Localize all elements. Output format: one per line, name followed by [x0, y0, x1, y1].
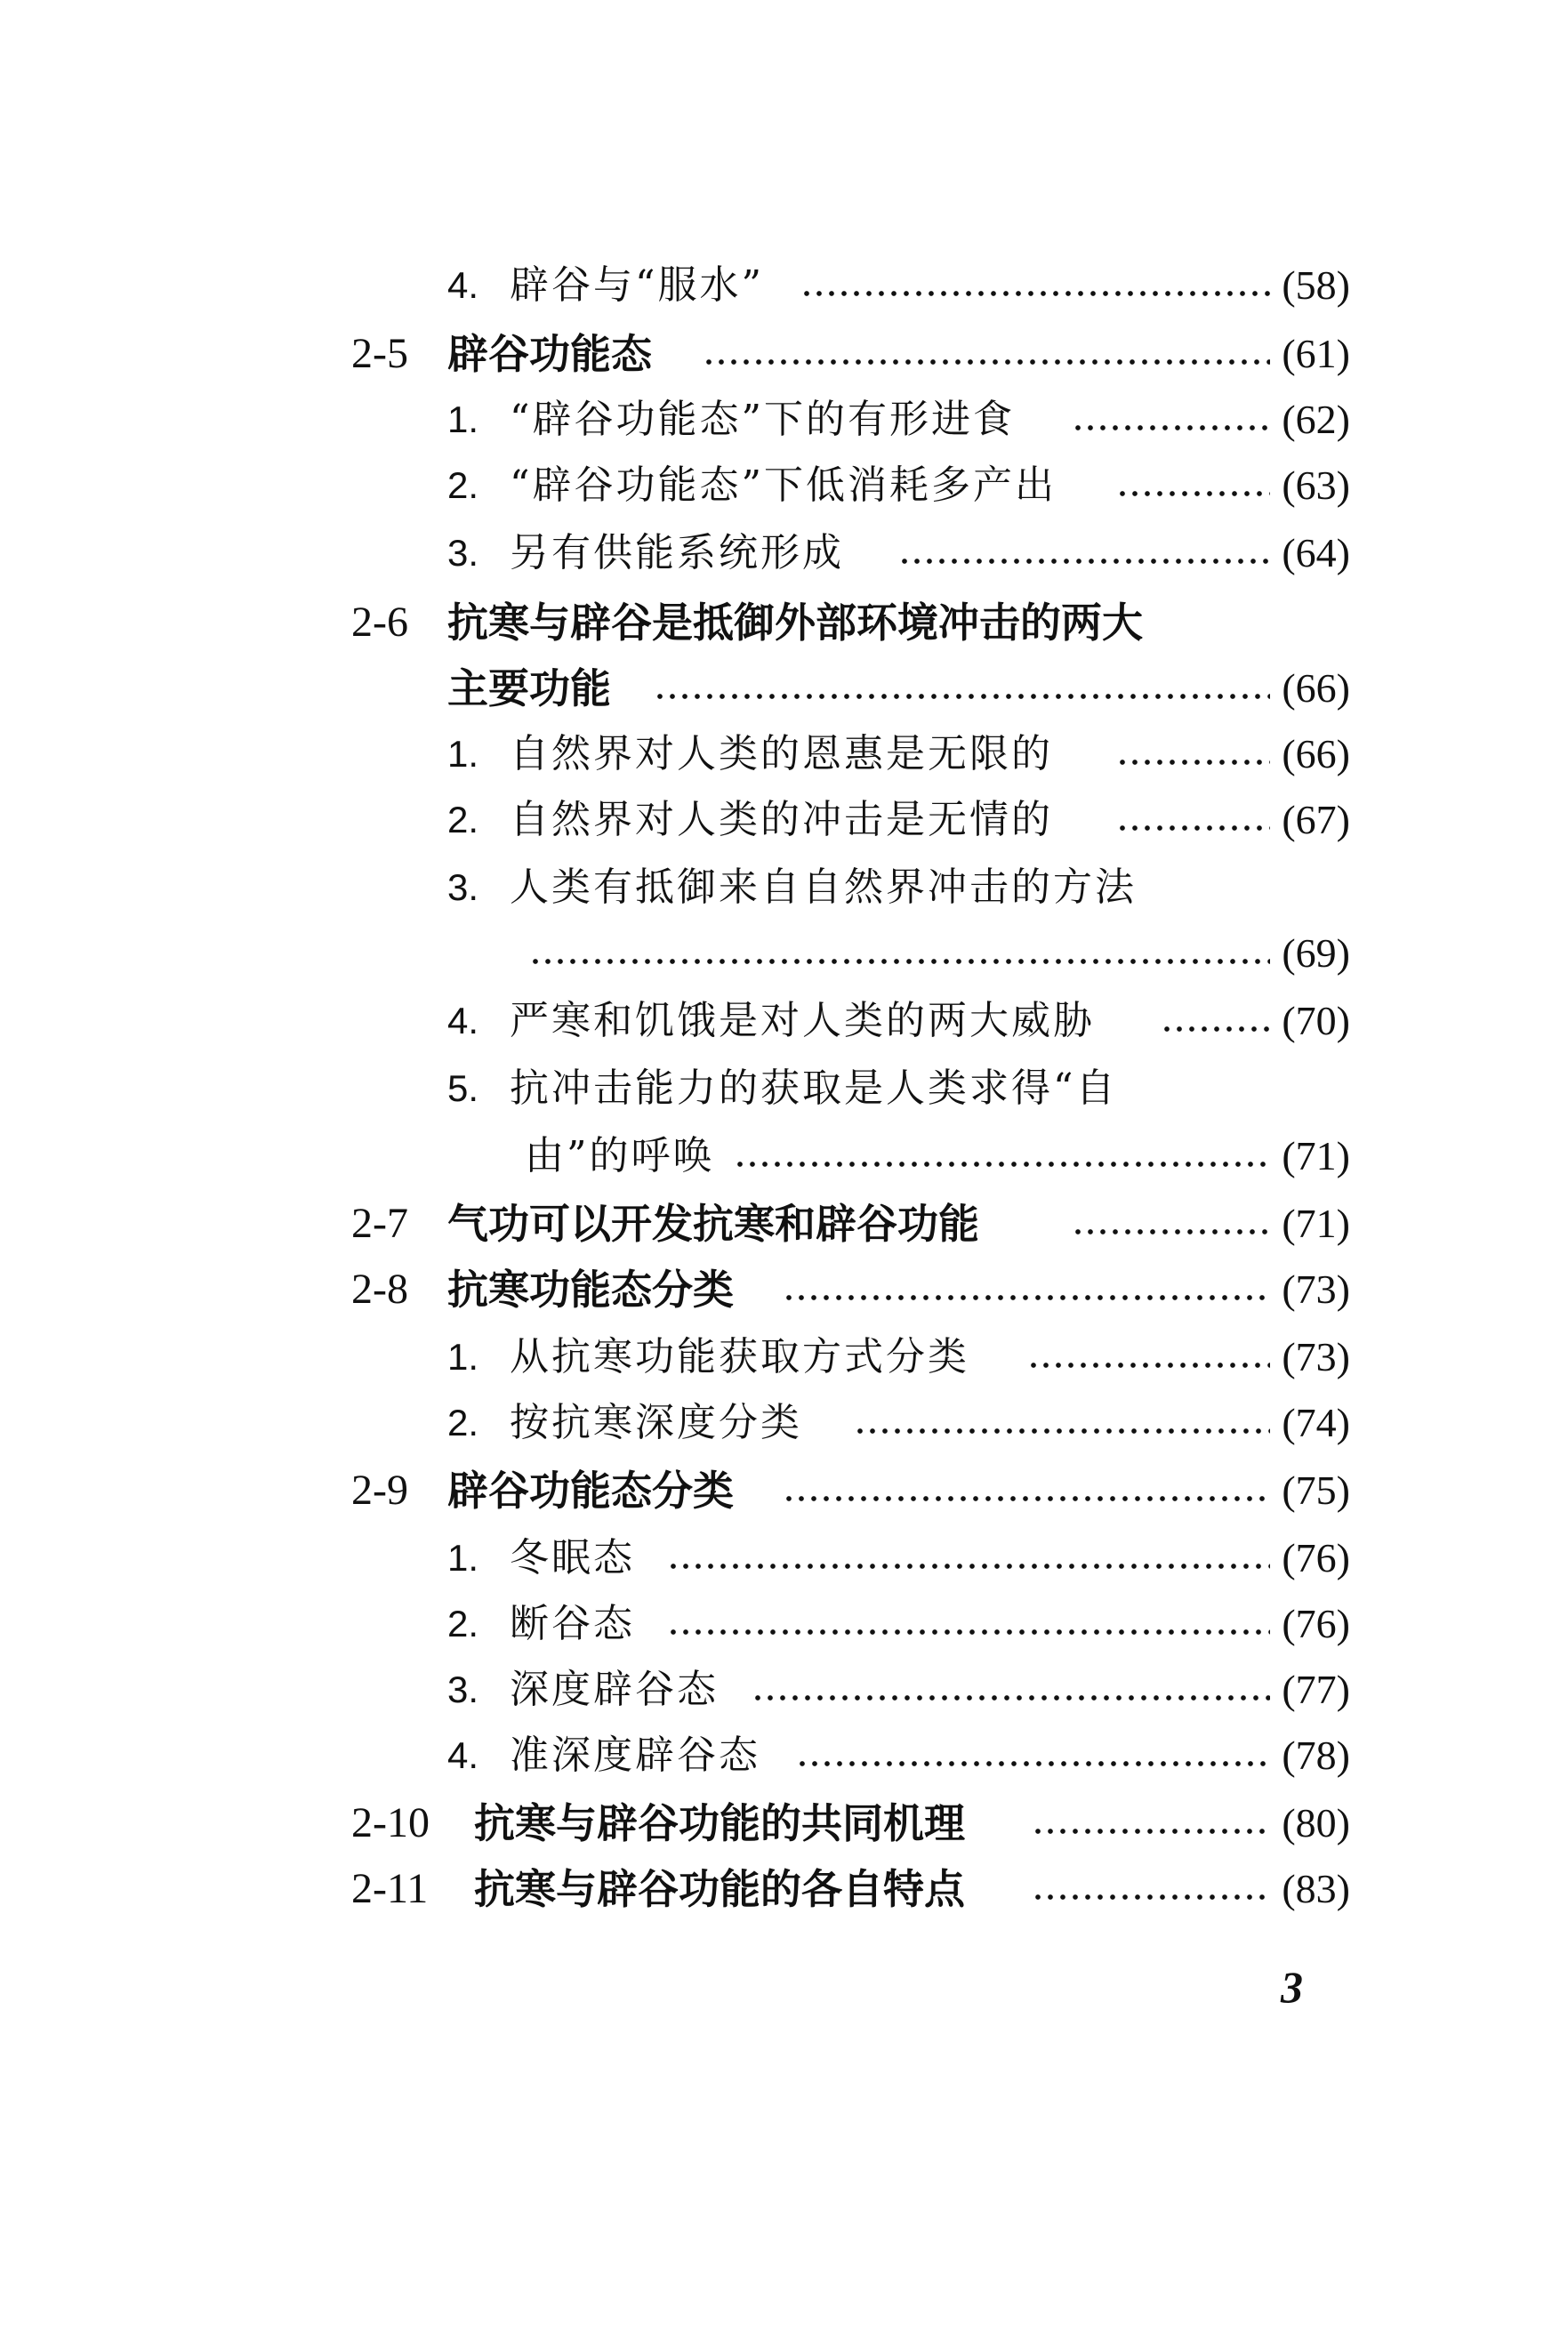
entry-page: (58)	[1282, 262, 1350, 308]
entry-number: 4.	[447, 264, 479, 306]
dot-leader	[854, 1392, 1270, 1454]
section-number: 2-6	[351, 599, 408, 646]
section-title: 辟谷功能态分类	[447, 1467, 734, 1515]
entry-number: 2.	[447, 1402, 479, 1443]
section-number: 2-5	[351, 330, 408, 377]
dot-leader	[783, 1460, 1270, 1522]
toc-entry	[0, 1792, 1568, 1854]
toc-entry	[0, 1858, 1568, 1920]
entry-title: 人类有抵御来自自然界冲击的方法	[510, 864, 1137, 910]
entry-page: (62)	[1282, 397, 1350, 442]
dot-leader	[734, 1125, 1270, 1187]
entry-page: (80)	[1282, 1800, 1350, 1845]
entry-title: 从抗寒功能获取方式分类	[510, 1334, 969, 1379]
toc-entry	[0, 389, 1568, 451]
dot-leader	[796, 1725, 1270, 1787]
entry-number: 2.	[447, 1603, 479, 1644]
entry-title: 辟谷与“服水”	[510, 262, 764, 308]
section-title: 抗寒与辟谷功能的共同机理	[474, 1799, 965, 1847]
entry-number: 3.	[447, 866, 479, 908]
entry-title: 自然界对人类的冲击是无情的	[510, 797, 1053, 842]
entry-page: (66)	[1282, 665, 1350, 711]
entry-title: 自然界对人类的恩惠是无限的	[510, 731, 1053, 776]
toc-entry	[0, 1460, 1568, 1522]
entry-title: 抗冲击能力的获取是人类求得“自	[510, 1065, 1118, 1111]
section-number: 2-9	[351, 1467, 408, 1514]
entry-page: (71)	[1282, 1133, 1350, 1178]
dot-leader	[1161, 990, 1270, 1052]
toc-entry	[0, 591, 1568, 654]
toc-entry	[0, 1326, 1568, 1388]
section-number: 2-8	[351, 1266, 408, 1313]
entry-number: 1.	[447, 1336, 479, 1378]
toc-entry	[0, 856, 1568, 919]
entry-page: (70)	[1282, 998, 1350, 1043]
dot-leader	[667, 1593, 1270, 1655]
dot-leader	[1116, 723, 1270, 785]
entry-page: (74)	[1282, 1400, 1350, 1445]
dot-leader	[1027, 1326, 1270, 1388]
toc-entry	[0, 789, 1568, 851]
entry-title-continuation: 由”的呼唤	[525, 1133, 715, 1178]
section-title-continuation: 主要功能	[447, 664, 611, 712]
toc-entry	[0, 522, 1568, 584]
entry-title: 严寒和饥饿是对人类的两大威胁	[510, 998, 1095, 1043]
entry-number: 1.	[447, 1537, 479, 1579]
dot-leader	[667, 1527, 1270, 1589]
entry-number: 3.	[447, 532, 479, 574]
entry-number: 4.	[447, 1734, 479, 1776]
dot-leader	[529, 922, 1270, 985]
dot-leader	[1072, 1193, 1270, 1255]
section-number: 2-10	[351, 1799, 430, 1846]
entry-page: (78)	[1282, 1733, 1350, 1778]
section-title: 抗寒与辟谷是抵御外部环境冲击的两大	[447, 599, 1143, 647]
toc-entry	[0, 990, 1568, 1052]
toc-entry	[0, 1057, 1568, 1120]
entry-number: 2.	[447, 464, 479, 506]
entry-page: (61)	[1282, 331, 1350, 376]
entry-title: 冬眠态	[510, 1535, 635, 1580]
entry-page: (73)	[1282, 1334, 1350, 1379]
entry-title: 深度辟谷态	[510, 1667, 719, 1712]
dot-leader	[752, 1659, 1270, 1721]
toc-entry	[0, 454, 1568, 517]
section-title: 气功可以开发抗寒和辟谷功能	[447, 1200, 979, 1248]
dot-leader	[800, 254, 1270, 317]
entry-title: 另有供能系统形成	[510, 530, 844, 575]
toc-entry	[0, 1193, 1568, 1255]
dot-leader	[1116, 789, 1270, 851]
toc-entry	[0, 254, 1568, 317]
dot-leader	[783, 1258, 1270, 1321]
entry-title: 准深度辟谷态	[510, 1733, 760, 1778]
entry-page: (67)	[1282, 797, 1350, 842]
toc-entry	[0, 323, 1568, 385]
dot-leader	[654, 657, 1270, 720]
entry-page: (83)	[1282, 1866, 1350, 1911]
entry-page: (73)	[1282, 1267, 1350, 1312]
entry-title: 按抗寒深度分类	[510, 1400, 802, 1445]
toc-entry	[0, 1659, 1568, 1721]
entry-page: (69)	[1282, 930, 1350, 976]
entry-page: (76)	[1282, 1535, 1350, 1580]
toc-entry	[0, 1527, 1568, 1589]
section-title: 抗寒功能态分类	[447, 1266, 734, 1314]
section-number: 2-7	[351, 1200, 408, 1247]
dot-leader	[898, 522, 1270, 584]
entry-page: (64)	[1282, 530, 1350, 575]
entry-number: 1.	[447, 398, 479, 440]
page-number: 3	[1281, 1962, 1303, 2012]
entry-page: (63)	[1282, 462, 1350, 508]
entry-page: (76)	[1282, 1601, 1350, 1646]
dot-leader	[703, 323, 1270, 385]
section-title: 抗寒与辟谷功能的各自特点	[474, 1865, 965, 1913]
entry-title: “辟谷功能态”下低消耗多产出	[510, 462, 1057, 508]
entry-title: “辟谷功能态”下的有形进食	[510, 397, 1015, 442]
entry-number: 5.	[447, 1067, 479, 1109]
entry-page: (77)	[1282, 1667, 1350, 1712]
section-title: 辟谷功能态	[447, 330, 652, 378]
toc-entry	[0, 723, 1568, 785]
entry-page: (75)	[1282, 1468, 1350, 1513]
toc-entry	[0, 1258, 1568, 1321]
entry-page: (66)	[1282, 731, 1350, 776]
entry-number: 1.	[447, 733, 479, 775]
toc-entry	[0, 1725, 1568, 1787]
entry-title: 断谷态	[510, 1601, 635, 1646]
entry-number: 4.	[447, 1000, 479, 1041]
dot-leader	[1072, 389, 1270, 451]
toc-entry	[0, 1593, 1568, 1655]
entry-number: 3.	[447, 1669, 479, 1710]
entry-page: (71)	[1282, 1201, 1350, 1246]
toc-entry-continuation	[0, 657, 1568, 720]
toc-entry-continuation	[0, 1125, 1568, 1187]
dot-leader	[1032, 1792, 1270, 1854]
toc-entry	[0, 1392, 1568, 1454]
entry-number: 2.	[447, 799, 479, 840]
toc-entry-continuation	[0, 922, 1568, 985]
section-number: 2-11	[351, 1865, 429, 1912]
dot-leader	[1032, 1858, 1270, 1920]
dot-leader	[1116, 454, 1270, 517]
